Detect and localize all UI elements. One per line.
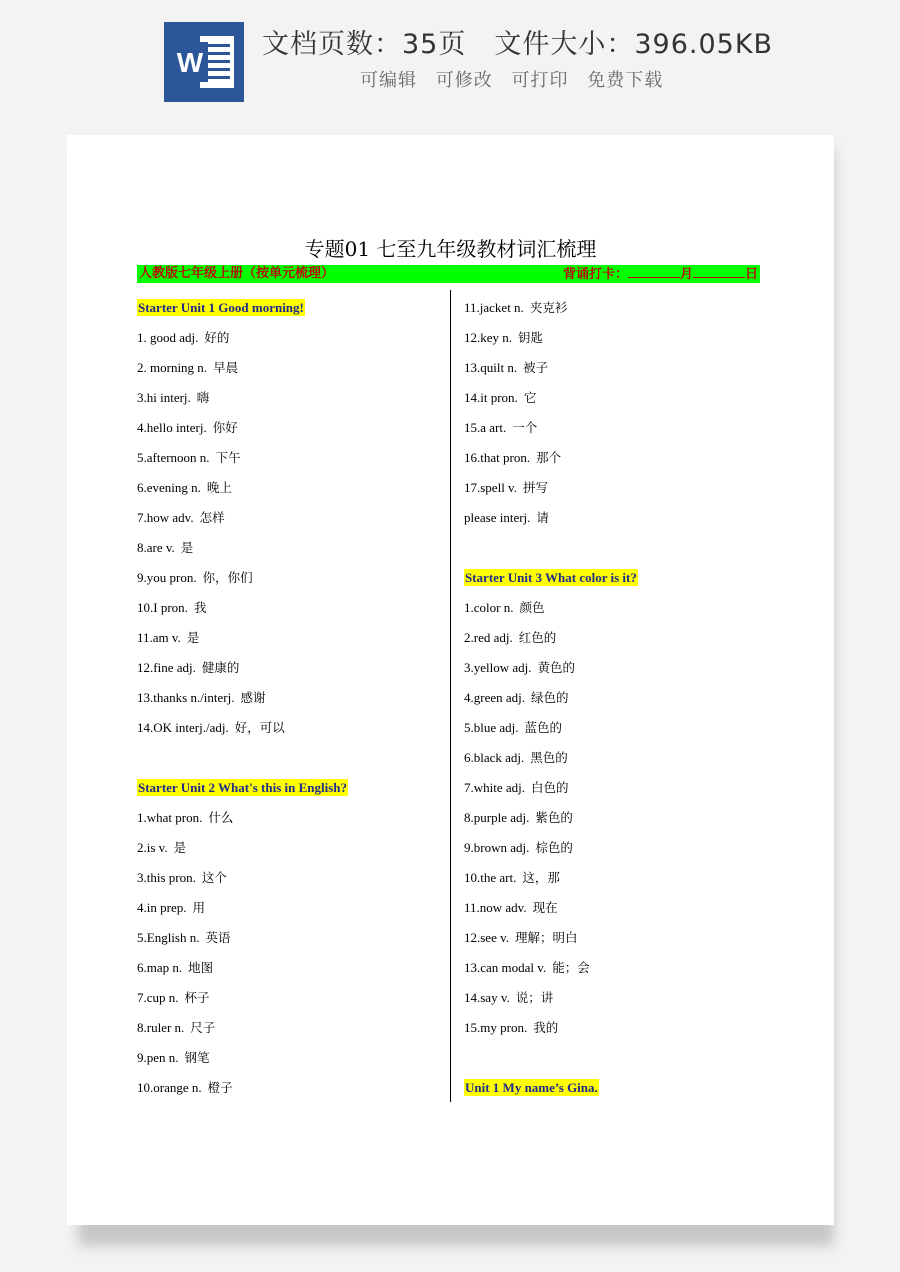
feature-printable: 可打印 bbox=[511, 70, 569, 91]
vocab-english: 15.my pron. bbox=[464, 1020, 528, 1035]
vocab-chinese: 健康的 bbox=[201, 660, 240, 675]
vocab-item bbox=[137, 1047, 442, 1077]
vocab-english: please interj. bbox=[464, 510, 531, 525]
vocab-english: 3.this pron. bbox=[137, 870, 196, 885]
vocab-english: 8.ruler n. bbox=[137, 1020, 185, 1035]
vocab-item bbox=[464, 507, 764, 537]
document-title: 专题01 七至九年级教材词汇梳理 bbox=[304, 237, 597, 261]
vocab-chinese: 我的 bbox=[533, 1020, 559, 1035]
vocab-item bbox=[137, 357, 442, 387]
vocab-item bbox=[464, 807, 764, 837]
vocab-item bbox=[464, 837, 764, 867]
vocab-item bbox=[137, 387, 442, 417]
vocab-chinese: 好，可以 bbox=[234, 720, 285, 735]
vocab-item bbox=[137, 717, 442, 747]
vocab-english: 14.say v. bbox=[464, 990, 510, 1005]
vocab-item bbox=[137, 687, 442, 717]
month-label: 月 bbox=[679, 267, 693, 282]
checkin-label: 背诵打卡： bbox=[562, 267, 628, 282]
unit-heading: Unit 1 My name’s Gina. bbox=[465, 1080, 598, 1095]
vocab-chinese: 下午 bbox=[215, 450, 241, 465]
vocab-item bbox=[464, 987, 764, 1017]
vocab-item bbox=[137, 897, 442, 927]
vocab-item bbox=[137, 837, 442, 867]
vocab-chinese: 一个 bbox=[512, 420, 538, 435]
vocab-english: 10.orange n. bbox=[137, 1080, 202, 1095]
vocab-item bbox=[137, 537, 442, 567]
vocab-chinese: 夹克衫 bbox=[529, 300, 568, 315]
vocab-english: 14.it pron. bbox=[464, 390, 518, 405]
vocab-item bbox=[464, 747, 764, 777]
vocab-chinese: 早晨 bbox=[213, 360, 239, 375]
vocab-english: 4.green adj. bbox=[464, 690, 526, 705]
vocab-item bbox=[464, 297, 764, 327]
vocab-english: 1.what pron. bbox=[137, 810, 203, 825]
vocab-item bbox=[464, 417, 764, 447]
vocab-english: 11.jacket n. bbox=[464, 300, 524, 315]
vocab-english: 1.color n. bbox=[464, 600, 514, 615]
word-letter: W bbox=[176, 47, 204, 78]
unit-heading: Starter Unit 3 What color is it? bbox=[465, 570, 637, 585]
vocab-item bbox=[464, 717, 764, 747]
vocab-item bbox=[137, 927, 442, 957]
column-divider bbox=[450, 290, 451, 1102]
vocab-chinese: 用 bbox=[192, 900, 205, 915]
vocab-english: 11.now adv. bbox=[464, 900, 527, 915]
vocab-english: 6.map n. bbox=[137, 960, 183, 975]
vocab-chinese: 英语 bbox=[205, 930, 231, 945]
vocab-item bbox=[464, 867, 764, 897]
vocab-chinese: 黄色的 bbox=[537, 660, 576, 675]
vocab-chinese: 这个 bbox=[201, 870, 227, 885]
vocab-english: 5.blue adj. bbox=[464, 720, 519, 735]
vocab-english: 8.are v. bbox=[137, 540, 175, 555]
vocab-english: 9.pen n. bbox=[137, 1050, 179, 1065]
vocab-item bbox=[464, 927, 764, 957]
vocab-english: 7.white adj. bbox=[464, 780, 526, 795]
vocab-chinese: 是 bbox=[173, 840, 187, 855]
vocab-item bbox=[137, 987, 442, 1017]
vocab-chinese: 说；讲 bbox=[515, 990, 554, 1005]
vocab-item bbox=[464, 387, 764, 417]
feature-modifiable: 可修改 bbox=[435, 70, 493, 91]
unit-heading: Starter Unit 2 What's this in English? bbox=[138, 780, 348, 795]
vocab-english: 17.spell v. bbox=[464, 480, 517, 495]
vocab-english: 2.red adj. bbox=[464, 630, 513, 645]
vocab-chinese: 好的 bbox=[204, 330, 230, 345]
vocab-english: 13.thanks n./interj. bbox=[137, 690, 235, 705]
vocab-english: 5.English n. bbox=[137, 930, 200, 945]
vocab-chinese: 钥匙 bbox=[518, 330, 544, 345]
feature-editable: 可编辑 bbox=[360, 70, 417, 91]
unit-heading-row bbox=[464, 1077, 764, 1107]
vocab-chinese: 白色的 bbox=[531, 780, 569, 795]
vocab-chinese: 理解；明白 bbox=[515, 930, 578, 945]
vocab-chinese: 你好 bbox=[212, 420, 238, 435]
vocab-item bbox=[464, 957, 764, 987]
vocab-chinese: 我 bbox=[193, 600, 207, 615]
file-size: 文件大小：396.05KB bbox=[494, 29, 774, 60]
unit-heading-row bbox=[137, 297, 442, 327]
vocab-english: 7.cup n. bbox=[137, 990, 179, 1005]
vocab-item bbox=[464, 687, 764, 717]
vocab-chinese: 尺子 bbox=[190, 1020, 216, 1035]
vocab-chinese: 现在 bbox=[532, 900, 558, 915]
textbook-name: 人教版七年级上册（按单元梳理） bbox=[139, 266, 335, 281]
vocab-english: 3.hi interj. bbox=[137, 390, 191, 405]
vocab-column-right bbox=[464, 297, 764, 1107]
vocab-chinese: 绿色的 bbox=[531, 690, 569, 705]
vocab-english: 2. morning n. bbox=[137, 360, 208, 375]
vocab-item bbox=[464, 627, 764, 657]
vocab-chinese: 感谢 bbox=[240, 690, 266, 705]
vocab-english: 16.that pron. bbox=[464, 450, 531, 465]
vocab-chinese: 它 bbox=[523, 390, 537, 405]
vocab-english: 5.afternoon n. bbox=[137, 450, 210, 465]
month-blank bbox=[628, 265, 680, 278]
vocab-english: 6.black adj. bbox=[464, 750, 525, 765]
vocab-chinese: 你，你们 bbox=[202, 570, 253, 585]
vocab-chinese: 这，那 bbox=[522, 870, 560, 885]
vocab-item bbox=[137, 477, 442, 507]
file-info bbox=[262, 22, 773, 61]
vocab-chinese: 被子 bbox=[523, 360, 549, 375]
vocab-item bbox=[137, 447, 442, 477]
textbook-banner bbox=[137, 265, 760, 283]
vocab-english: 14.OK interj./adj. bbox=[137, 720, 229, 735]
vocab-english: 4.in prep. bbox=[137, 900, 187, 915]
vocab-item bbox=[137, 627, 442, 657]
vocab-english: 7.how adv. bbox=[137, 510, 194, 525]
vocab-english: 12.key n. bbox=[464, 330, 513, 345]
vocab-chinese: 杯子 bbox=[184, 990, 210, 1005]
vocab-item bbox=[464, 327, 764, 357]
checkin-line bbox=[563, 265, 758, 284]
vocab-english: 13.can modal v. bbox=[464, 960, 547, 975]
vocab-chinese: 黑色的 bbox=[530, 750, 568, 765]
vocab-item bbox=[137, 807, 442, 837]
vocab-chinese: 蓝色的 bbox=[524, 720, 563, 735]
vocab-item bbox=[137, 507, 442, 537]
vocab-item bbox=[137, 657, 442, 687]
vocab-item bbox=[464, 657, 764, 687]
vocab-chinese: 紫色的 bbox=[535, 810, 573, 825]
vocab-english: 10.I pron. bbox=[137, 600, 188, 615]
page-count: 文档页数：35页 bbox=[262, 29, 467, 60]
vocab-chinese: 是 bbox=[186, 630, 200, 645]
vocab-item bbox=[137, 867, 442, 897]
vocab-chinese: 棕色的 bbox=[535, 840, 573, 855]
vocab-chinese: 颜色 bbox=[519, 600, 545, 615]
unit-heading-row bbox=[137, 777, 442, 807]
unit-heading-row bbox=[464, 567, 764, 597]
vocab-chinese: 晚上 bbox=[206, 480, 232, 495]
vocab-item bbox=[137, 597, 442, 627]
vocab-item bbox=[137, 1077, 442, 1107]
vocab-item bbox=[137, 567, 442, 597]
vocab-english: 8.purple adj. bbox=[464, 810, 530, 825]
spacer-row bbox=[137, 747, 442, 777]
vocab-chinese: 橙子 bbox=[207, 1080, 233, 1095]
word-doc-icon bbox=[164, 22, 244, 102]
spacer-row bbox=[464, 537, 764, 567]
vocab-english: 11.am v. bbox=[137, 630, 181, 645]
vocab-item bbox=[464, 597, 764, 627]
vocab-item bbox=[464, 1017, 764, 1047]
vocab-item bbox=[464, 777, 764, 807]
vocab-english: 9.you pron. bbox=[137, 570, 197, 585]
vocab-chinese: 怎样 bbox=[199, 510, 225, 525]
vocab-item bbox=[137, 327, 442, 357]
vocab-item bbox=[137, 957, 442, 987]
vocab-column-left bbox=[137, 297, 442, 1107]
vocab-chinese: 那个 bbox=[536, 450, 562, 465]
vocab-chinese: 请 bbox=[536, 510, 549, 525]
vocab-english: 1. good adj. bbox=[137, 330, 199, 345]
vocab-item bbox=[464, 357, 764, 387]
vocab-chinese: 红色的 bbox=[518, 630, 557, 645]
vocab-english: 6.evening n. bbox=[137, 480, 201, 495]
feature-free-download: 免费下载 bbox=[587, 70, 664, 91]
download-banner bbox=[0, 0, 900, 120]
document-page bbox=[67, 135, 834, 1225]
vocab-english: 3.yellow adj. bbox=[464, 660, 532, 675]
vocab-item bbox=[137, 417, 442, 447]
spacer-row bbox=[464, 1047, 764, 1077]
unit-heading: Starter Unit 1 Good morning! bbox=[138, 300, 304, 315]
day-label: 日 bbox=[744, 267, 758, 282]
vocab-english: 10.the art. bbox=[464, 870, 517, 885]
feature-list bbox=[360, 66, 675, 92]
vocab-chinese: 能；会 bbox=[552, 960, 590, 975]
vocab-item bbox=[464, 477, 764, 507]
vocab-english: 15.a art. bbox=[464, 420, 507, 435]
vocab-english: 12.see v. bbox=[464, 930, 510, 945]
vocab-english: 2.is v. bbox=[137, 840, 168, 855]
vocab-english: 9.brown adj. bbox=[464, 840, 530, 855]
vocab-english: 13.quilt n. bbox=[464, 360, 518, 375]
vocab-item bbox=[137, 1017, 442, 1047]
vocab-english: 12.fine adj. bbox=[137, 660, 196, 675]
vocab-item bbox=[464, 897, 764, 927]
vocab-chinese: 是 bbox=[180, 540, 194, 555]
vocab-english: 4.hello interj. bbox=[137, 420, 207, 435]
day-blank bbox=[693, 265, 745, 278]
vocab-chinese: 嗨 bbox=[196, 390, 210, 405]
vocab-chinese: 拼写 bbox=[522, 480, 548, 495]
vocab-item bbox=[464, 447, 764, 477]
vocab-chinese: 钢笔 bbox=[184, 1050, 210, 1065]
vocab-chinese: 地图 bbox=[188, 960, 214, 975]
vocab-chinese: 什么 bbox=[208, 810, 234, 825]
